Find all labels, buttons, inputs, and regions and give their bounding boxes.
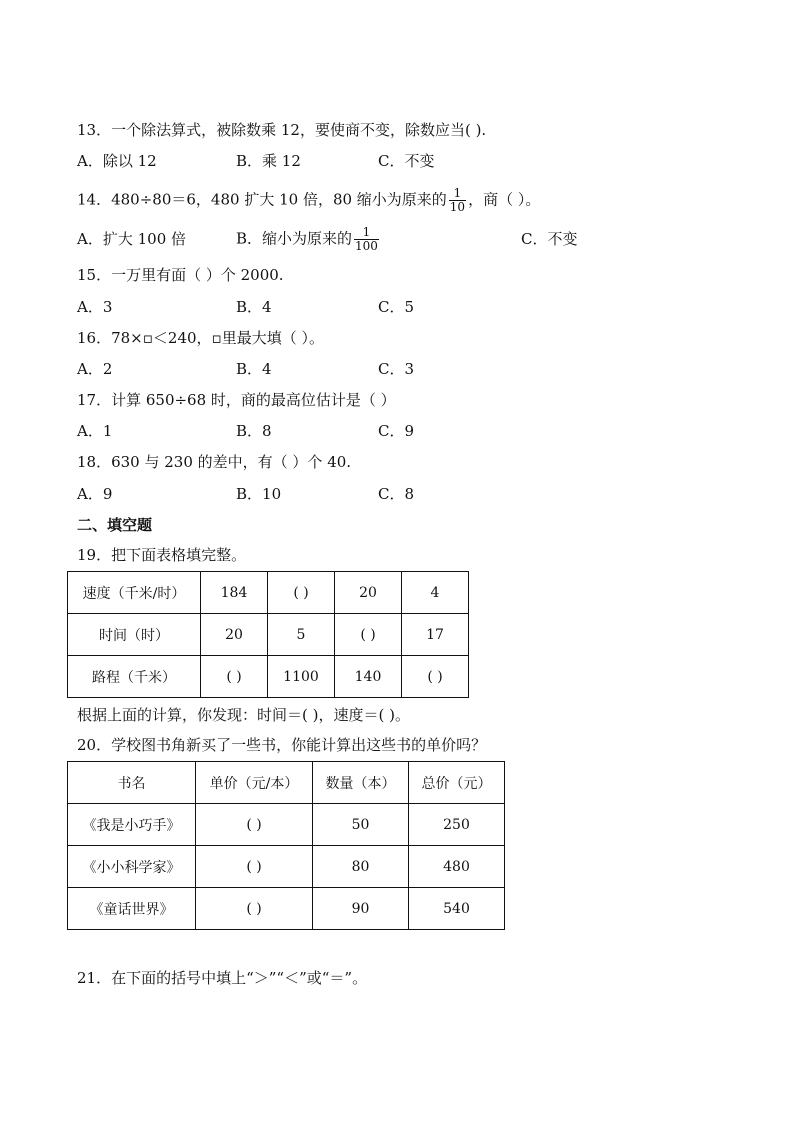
q13-option-a: A．除以 12 — [77, 152, 157, 170]
q17-option-c: C．9 — [378, 422, 415, 440]
table-row — [68, 888, 505, 930]
q19-conclusion: 根据上面的计算，你发现：时间＝( )，速度＝( )。 — [77, 706, 410, 724]
table-cell: 20 — [201, 614, 268, 656]
q15-option-b: B．4 — [236, 298, 272, 316]
q16-option-c: C．3 — [378, 360, 415, 378]
table-cell[interactable]: ( ) — [402, 656, 469, 698]
q18-option-b: B．10 — [236, 485, 282, 503]
question-15-stem: 15．一万里有面（ ）个 2000. — [77, 266, 284, 284]
table-cell[interactable]: ( ) — [196, 804, 313, 846]
table-cell: 时间（时） — [68, 614, 201, 656]
table-row — [68, 614, 469, 656]
q14-fraction — [449, 187, 466, 214]
q14-option-b-denominator: 100 — [355, 239, 378, 253]
q13-option-b: B．乘 12 — [236, 152, 301, 170]
table-row — [68, 656, 469, 698]
table-header-cell: 书名 — [68, 762, 196, 804]
question-21-stem: 21．在下面的括号中填上“＞”“＜”或“＝”。 — [77, 969, 368, 987]
q17-option-a: A．1 — [77, 422, 113, 440]
q16-option-b: B．4 — [236, 360, 272, 378]
q15-option-c: C．5 — [378, 298, 415, 316]
table-cell: 50 — [313, 804, 409, 846]
q18-option-a: A．9 — [77, 485, 113, 503]
table-cell: 路程（千米） — [68, 656, 201, 698]
table-cell: 《我是小巧手》 — [68, 804, 196, 846]
q14-option-b — [236, 226, 381, 253]
table-cell: 4 — [402, 572, 469, 614]
table-cell[interactable]: ( ) — [196, 888, 313, 930]
table-cell[interactable]: ( ) — [268, 572, 335, 614]
table-cell: 480 — [409, 846, 505, 888]
table-header-row — [68, 762, 505, 804]
question-19-stem: 19．把下面表格填完整。 — [77, 546, 247, 564]
q14-option-b-numerator: 1 — [354, 226, 379, 240]
question-17-stem: 17．计算 650÷68 时，商的最高位估计是（ ） — [77, 391, 396, 409]
table-cell: 20 — [335, 572, 402, 614]
q18-option-c: C．8 — [378, 485, 415, 503]
table-cell: 80 — [313, 846, 409, 888]
question-18-stem: 18．630 与 230 的差中，有（ ）个 40. — [77, 453, 352, 471]
question-20-stem: 20．学校图书角新买了一些书，你能计算出这些书的单价吗？ — [77, 736, 487, 754]
q14-stem-pre: 14．480÷80＝6，480 扩大 10 倍，80 缩小为原来的 — [77, 190, 447, 209]
q20-table — [67, 761, 505, 930]
q14-option-b-text: B．缩小为原来的 — [236, 229, 353, 248]
q14-option-a: A．扩大 100 倍 — [77, 230, 186, 248]
q14-option-b-fraction — [354, 226, 379, 253]
question-14-stem — [77, 187, 540, 214]
table-cell: 250 — [409, 804, 505, 846]
table-cell: 1100 — [268, 656, 335, 698]
section-title-fill-in: 二、填空题 — [77, 516, 153, 534]
table-cell: 17 — [402, 614, 469, 656]
q14-fraction-numerator: 1 — [449, 187, 466, 201]
table-cell: 《小小科学家》 — [68, 846, 196, 888]
table-cell: 5 — [268, 614, 335, 656]
table-header-cell: 单价（元/本） — [196, 762, 313, 804]
q16-option-a: A．2 — [77, 360, 113, 378]
table-cell: 速度（千米/时） — [68, 572, 201, 614]
table-cell[interactable]: ( ) — [196, 846, 313, 888]
table-row — [68, 804, 505, 846]
q19-table — [67, 571, 469, 698]
table-cell: 90 — [313, 888, 409, 930]
question-13-stem: 13．一个除法算式，被除数乘 12，要使商不变，除数应当( ). — [77, 121, 487, 139]
table-cell[interactable]: ( ) — [335, 614, 402, 656]
table-row — [68, 846, 505, 888]
table-header-cell: 总价（元） — [409, 762, 505, 804]
q14-fraction-denominator: 10 — [449, 200, 466, 214]
table-row — [68, 572, 469, 614]
table-cell[interactable]: ( ) — [201, 656, 268, 698]
q15-option-a: A．3 — [77, 298, 113, 316]
table-cell: 140 — [335, 656, 402, 698]
q14-option-c: C．不变 — [521, 230, 578, 248]
table-cell: 540 — [409, 888, 505, 930]
table-header-cell: 数量（本） — [313, 762, 409, 804]
table-cell: 《童话世界》 — [68, 888, 196, 930]
q13-option-c: C．不变 — [378, 152, 435, 170]
q17-option-b: B．8 — [236, 422, 272, 440]
question-16-stem: 16．78×▫＜240，▫里最大填（ ）。 — [77, 329, 324, 347]
q14-stem-post: ，商（ ）。 — [468, 190, 541, 209]
table-cell: 184 — [201, 572, 268, 614]
